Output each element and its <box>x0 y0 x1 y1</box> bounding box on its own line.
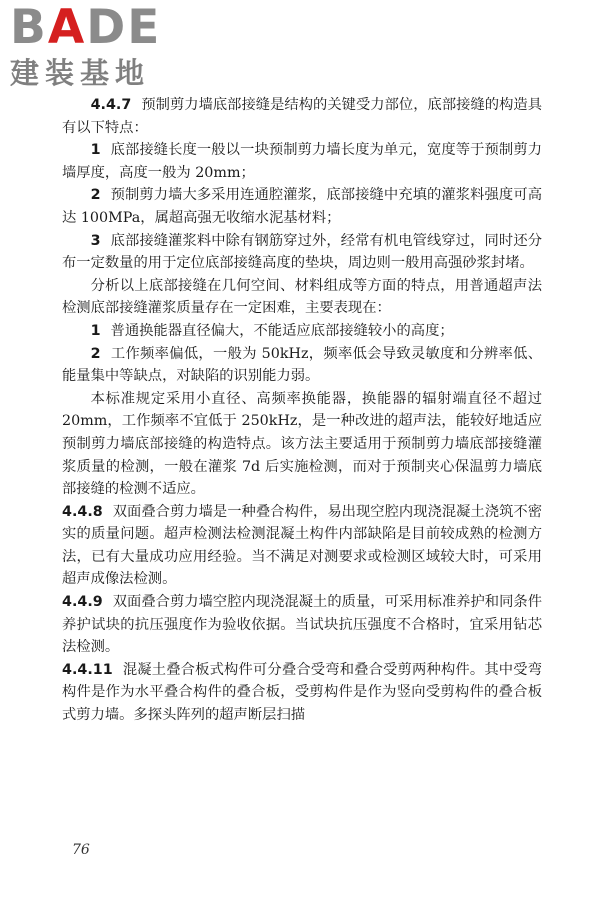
logo-accent-letter: A <box>47 0 87 55</box>
clause-text: 预制剪力墙底部接缝是结构的关键受力部位，底部接缝的构造具有以下特点： <box>62 97 542 136</box>
item-number: 1 <box>90 322 101 339</box>
logo-wordmark: BADE <box>10 0 162 55</box>
site-logo <box>10 0 180 90</box>
clause-4-4-7 <box>62 94 542 139</box>
clause-number: 4.4.9 <box>62 594 103 611</box>
body-paragraph <box>62 388 542 501</box>
clause-text: 混凝土叠合板式构件可分叠合受弯和叠合受剪两种构件。其中受弯构件是作为水平叠合构件的叠合板，受剪构件是作为竖向受剪构件的叠合板式剪力墙。多探头阵列的超声断层扫描 <box>62 661 542 724</box>
document-body <box>62 94 542 727</box>
list-item <box>62 230 542 275</box>
item-number: 2 <box>90 345 101 362</box>
clause-number: 4.4.11 <box>62 661 113 678</box>
list-item <box>62 343 542 388</box>
item-text: 底部接缝长度一般以一块预制剪力墙长度为单元，宽度等于预制剪力墙厚度，高度一般为 20mm； <box>62 142 542 181</box>
list-item <box>62 139 542 184</box>
item-text: 普通换能器直径偏大，不能适应底部接缝较小的高度； <box>110 322 454 339</box>
item-text: 工作频率偏低，一般为 50kHz，频率低会导致灵敏度和分辨率低、能量集中等缺点，对缺陷的识别能力弱。 <box>62 345 542 385</box>
clause-text: 双面叠合剪力墙空腔内现浇混凝土的质量，可采用标准养护和同条件养护试块的抗压强度作为验收依据。当试块抗压强度不合格时，宜采用钻芯法检测。 <box>62 594 542 656</box>
logo-chinese-text: 建装基地 <box>10 56 151 90</box>
paragraph-text: 本标准规定采用小直径、高频率换能器，换能器的辐射端直径不超过 20mm，工作频率不宜低于 250kHz，是一种改进的超声法，能较好地适应预制剪力墙底部接缝的构造特点。该方法主要适用于预制剪力墙底部接缝灌浆质量的检测，一般在灌浆 7d 后实施检测，而对于预制夹心保温剪力墙底部接缝的检测不适应。 <box>62 390 542 498</box>
clause-number: 4.4.8 <box>62 503 103 520</box>
item-text: 预制剪力墙大多采用连通腔灌浆，底部接缝中充填的灌浆料强度可高达 100MPa，属超高强无收缩水泥基材料； <box>62 187 542 226</box>
clause-number: 4.4.7 <box>90 97 132 113</box>
item-number: 1 <box>90 142 101 159</box>
body-paragraph <box>62 275 542 320</box>
clause-text: 双面叠合剪力墙是一种叠合构件，易出现空腔内现浇混凝土浇筑不密实的质量问题。超声检测法检测混凝土构件内部缺陷是目前较成熟的检测方法，已有大量成功应用经验。当不满足对测要求或检测区域较大时，可采用超声成像法检测。 <box>62 503 542 588</box>
page-number: 76 <box>72 842 90 858</box>
item-text: 底部接缝灌浆料中除有钢筋穿过外，经常有机电管线穿过，同时还分布一定数量的用于定位底部接缝高度的垫块，周边则一般用高强砂浆封堵。 <box>62 232 542 272</box>
list-item <box>62 320 542 343</box>
list-item <box>62 184 542 229</box>
item-number: 3 <box>90 232 101 249</box>
paragraph-text: 分析以上底部接缝在几何空间、材料组成等方面的特点，用普通超声法检测底部接缝灌浆质量存在一定困难，主要表现在： <box>62 277 542 317</box>
clause-4-4-9 <box>62 591 542 659</box>
clause-4-4-11 <box>62 659 542 727</box>
item-number: 2 <box>90 187 101 204</box>
clause-4-4-8 <box>62 501 542 591</box>
